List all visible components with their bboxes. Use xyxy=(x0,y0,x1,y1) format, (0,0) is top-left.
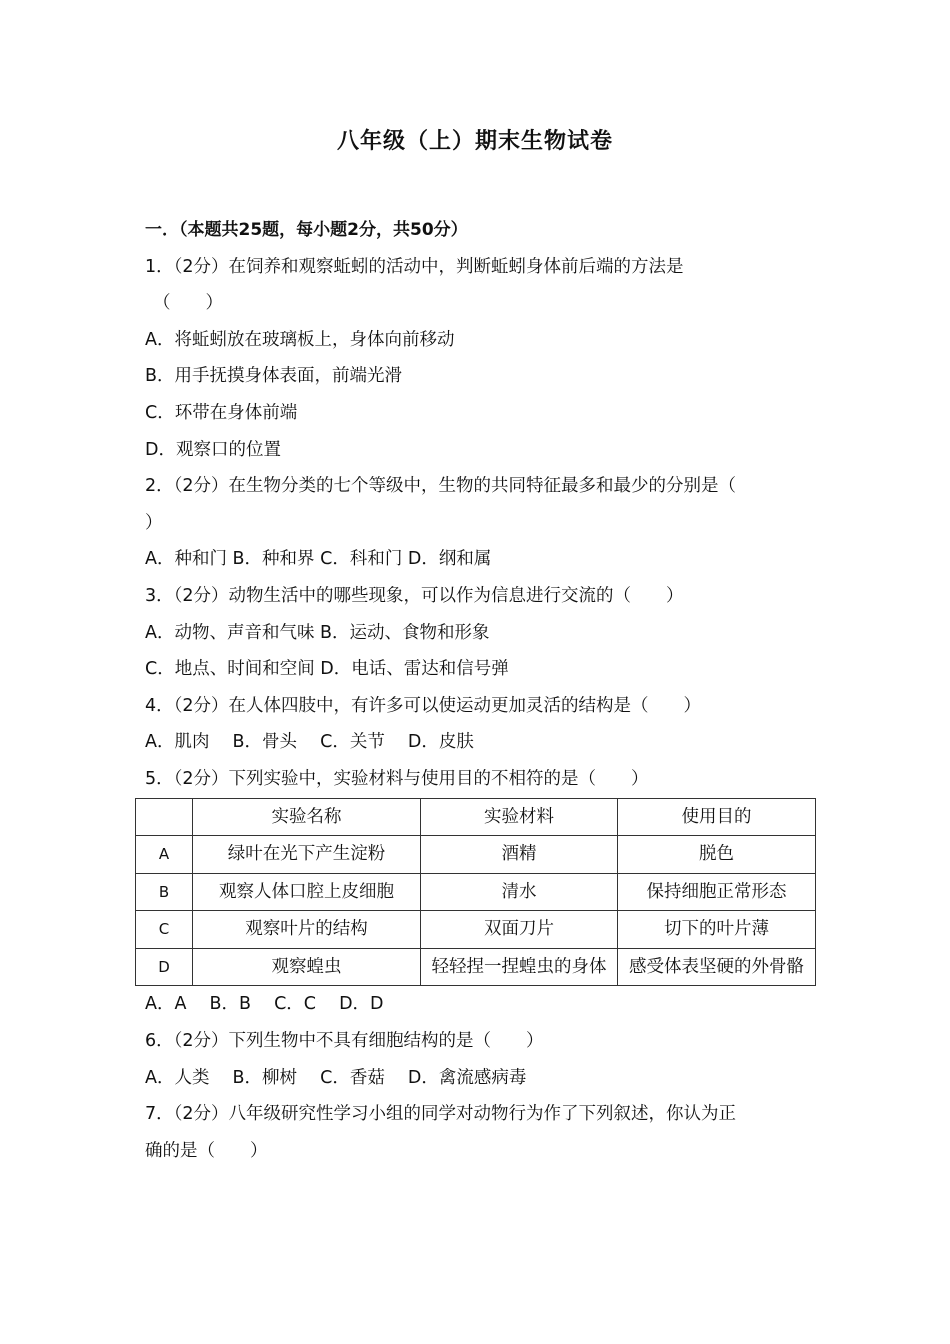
table-header-row xyxy=(136,798,816,836)
question-3-options-cd: C．地点、时间和空间 D．电话、雷达和信号弹 xyxy=(145,659,509,680)
table-header-cell: 实验材料 xyxy=(421,798,618,836)
question-3-stem: 3．（2分）动物生活中的哪些现象，可以作为信息进行交流的（ ） xyxy=(145,585,684,606)
question-2-stem-cont: ） xyxy=(145,512,163,533)
question-4-options: A．肌肉 B．骨头 C．关节 D．皮肤 xyxy=(145,732,474,753)
table-cell: 观察叶片的结构 xyxy=(193,911,421,949)
exam-body xyxy=(145,212,815,1169)
experiment-table xyxy=(135,798,816,987)
question-2-options: A．种和门 B．种和界 C．科和门 D．纲和属 xyxy=(145,549,492,570)
question-2-stem: 2．（2分）在生物分类的七个等级中，生物的共同特征最多和最少的分别是（ xyxy=(145,476,737,497)
question-7-stem-cont: 确的是（ ） xyxy=(145,1140,268,1161)
table-cell: 保持细胞正常形态 xyxy=(618,873,816,911)
table-cell: D xyxy=(136,948,193,986)
table-cell: 绿叶在光下产生淀粉 xyxy=(193,836,421,874)
table-header-cell: 实验名称 xyxy=(193,798,421,836)
table-row xyxy=(136,836,816,874)
table-header-cell xyxy=(136,798,193,836)
question-4-stem: 4．（2分）在人体四肢中，有许多可以使运动更加灵活的结构是（ ） xyxy=(145,695,702,716)
table-cell: 观察人体口腔上皮细胞 xyxy=(193,873,421,911)
table-cell: 观察蝗虫 xyxy=(193,948,421,986)
question-6-stem: 6．（2分）下列生物中不具有细胞结构的是（ ） xyxy=(145,1031,544,1052)
question-1-stem-cont: （ ） xyxy=(153,293,223,314)
table-cell: 酒精 xyxy=(421,836,618,874)
table-cell: B xyxy=(136,873,193,911)
table-header-cell: 使用目的 xyxy=(618,798,816,836)
table-row xyxy=(136,873,816,911)
table-cell: 脱色 xyxy=(618,836,816,874)
table-cell: 轻轻捏一捏蝗虫的身体 xyxy=(421,948,618,986)
question-5-stem: 5．（2分）下列实验中，实验材料与使用目的不相符的是（ ） xyxy=(145,768,649,789)
question-7-stem: 7．（2分）八年级研究性学习小组的同学对动物行为作了下列叙述，你认为正 xyxy=(145,1104,737,1125)
table-cell: A xyxy=(136,836,193,874)
question-3-options-ab: A．动物、声音和气味 B．运动、食物和形象 xyxy=(145,622,490,643)
table-cell: 清水 xyxy=(421,873,618,911)
question-1-option-b: B．用手抚摸身体表面，前端光滑 xyxy=(145,366,403,387)
table-cell: C xyxy=(136,911,193,949)
question-1-stem: 1．（2分）在饲养和观察蚯蚓的活动中，判断蚯蚓身体前后端的方法是 xyxy=(145,256,684,277)
section-heading: 一．（本题共25题，每小题2分，共50分） xyxy=(145,220,468,240)
question-1-option-d: D．观察口的位置 xyxy=(145,439,281,460)
table-row xyxy=(136,948,816,986)
question-6-options: A．人类 B．柳树 C．香菇 D．禽流感病毒 xyxy=(145,1067,527,1088)
table-cell: 感受体表坚硬的外骨骼 xyxy=(618,948,816,986)
table-cell: 切下的叶片薄 xyxy=(618,911,816,949)
table-row xyxy=(136,911,816,949)
question-1-option-a: A．将蚯蚓放在玻璃板上，身体向前移动 xyxy=(145,329,455,350)
table-cell: 双面刀片 xyxy=(421,911,618,949)
question-5-options: A．A B．B C．C D．D xyxy=(145,994,384,1015)
question-1-option-c: C．环带在身体前端 xyxy=(145,402,298,423)
page-title: 八年级（上）期末生物试卷 xyxy=(336,129,613,154)
